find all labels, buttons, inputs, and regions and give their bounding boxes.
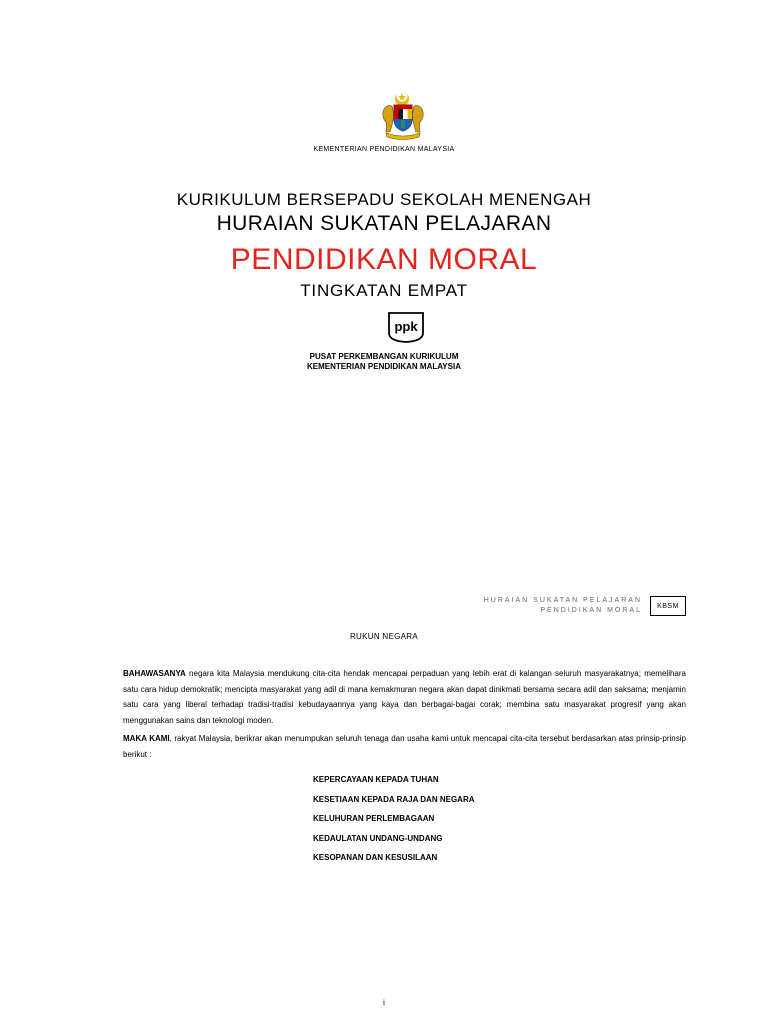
rukun-negara-heading: RUKUN NEGARA: [349, 632, 419, 641]
svg-text:ppk: ppk: [394, 319, 418, 334]
principle-item: KESOPANAN DAN KESUSILAAN: [313, 853, 438, 862]
paragraph-text: negara kita Malaysia mendukung cita-cita hendak mencapai perpaduan yang lebih erat di kalangan seluruh masyarakatnya; memelihara satu cara hidup demokratik; mencipta masyarakat yang adil di mana kemakmuran negara akan dapat dinikmati bersama secara adil dan saksama; menjamin satu cara yang liberal terhadap tradisi-tradisi kebudayaannya yang kaya dan berbagai-bagai corak; membina satu masyarakat progresif yang akan menggunakan sains dan teknologi moden.: [123, 669, 686, 725]
ppk-logo-icon: [387, 311, 425, 343]
paragraph-bahawasanya: [123, 666, 686, 728]
curriculum-title: KURIKULUM BERSEPADU SEKOLAH MENENGAH: [176, 190, 592, 209]
form-level-title: TINGKATAN EMPAT: [300, 281, 468, 300]
malaysia-coat-of-arms-icon: [380, 90, 426, 140]
subject-title: PENDIDIKAN MORAL: [230, 243, 538, 276]
running-header-line-1: HURAIAN SUKATAN PELAJARAN: [483, 597, 642, 604]
kbsm-badge: KBSM: [650, 596, 686, 616]
paragraph-text: , rakyat Malaysia, berikrar akan menumpukan seluruh tenaga dan usaha kami untuk mencapai cita-cita tersebut berdasarkan atas prinsip-prinsip berikut :: [123, 734, 686, 759]
publisher-line-2: KEMENTERIAN PENDIDIKAN MALAYSIA: [307, 362, 461, 371]
ministry-name: KEMENTERIAN PENDIDIKAN MALAYSIA: [313, 146, 455, 153]
paragraph-maka-kami: [123, 731, 686, 762]
principles-list: [313, 775, 475, 873]
principle-item: KELUHURAN PERLEMBAGAAN: [313, 814, 435, 823]
principle-item: KEPERCAYAAN KEPADA TUHAN: [313, 775, 439, 784]
page-number: i: [382, 998, 386, 1007]
principle-item: KESETIAAN KEPADA RAJA DAN NEGARA: [313, 794, 475, 804]
paragraph-lead: MAKA KAMI: [123, 734, 170, 743]
paragraph-lead: BAHAWASANYA: [123, 669, 186, 678]
running-header-line-2: PENDIDIKAN MORAL: [540, 607, 642, 614]
principle-item: KEDAULATAN UNDANG-UNDANG: [313, 833, 443, 843]
publisher-line-1: PUSAT PERKEMBANGAN KURIKULUM: [309, 352, 459, 361]
syllabus-title: HURAIAN SUKATAN PELAJARAN: [216, 212, 552, 235]
